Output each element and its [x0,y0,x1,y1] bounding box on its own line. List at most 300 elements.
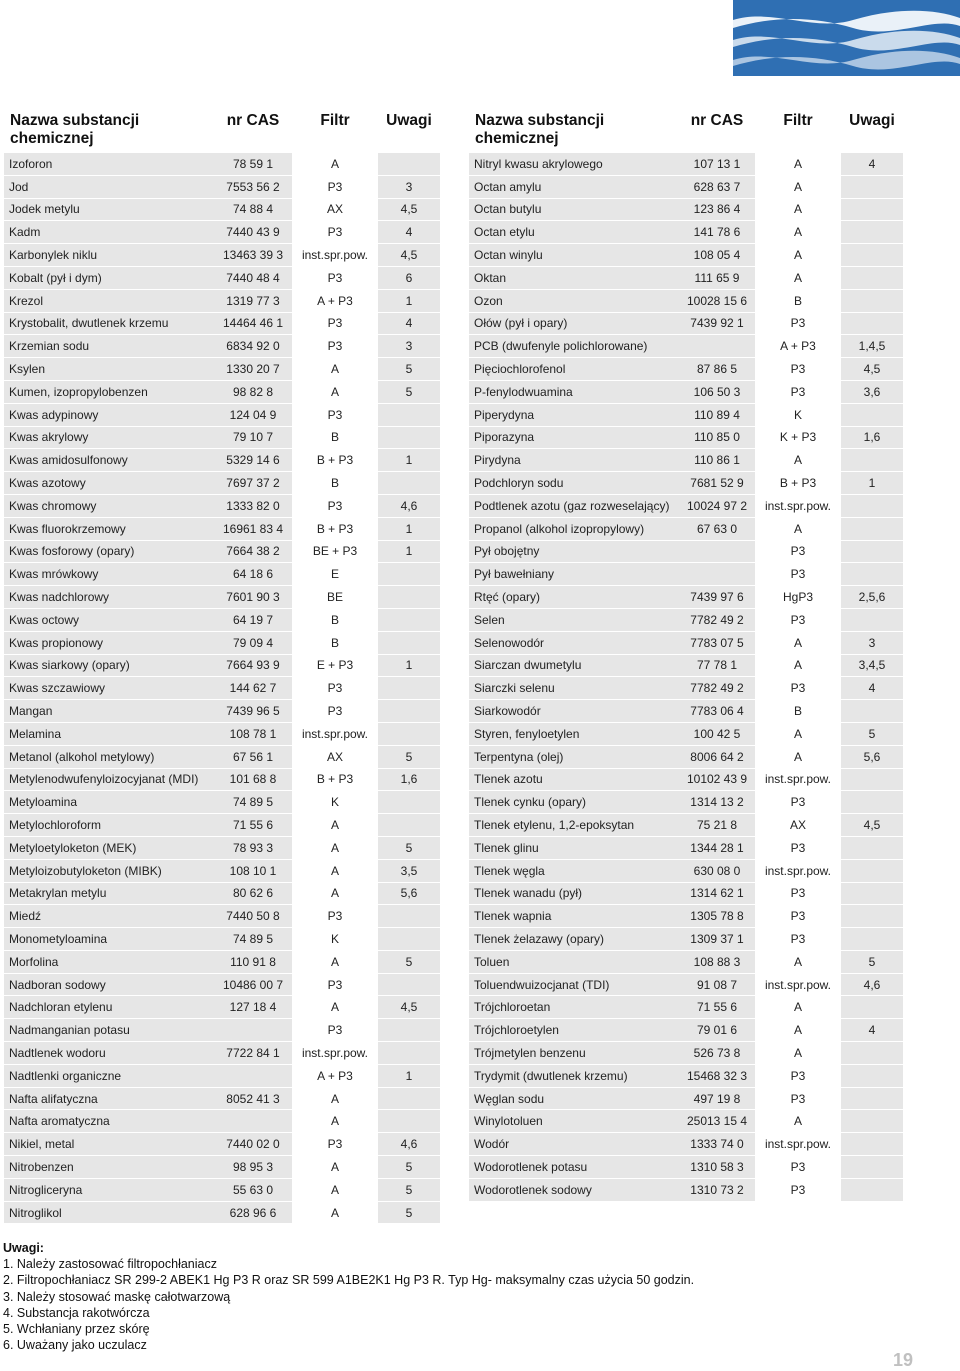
cell-filter: A [755,198,841,221]
substance-table-left [4,110,440,1224]
cell-notes: 4,6 [378,1133,440,1156]
cell-cas: 7782 49 2 [679,677,755,700]
cell-name: Węglan sodu [469,1087,679,1110]
cell-notes: 1 [378,654,440,677]
table-row [469,563,903,586]
table-header-row [469,110,903,153]
cell-name: Krzemian sodu [4,335,214,358]
cell-cas: 1333 82 0 [214,494,292,517]
cell-filter: inst.spr.pow. [755,494,841,517]
table-header-row [4,110,440,153]
cell-cas [679,540,755,563]
cell-notes [841,700,903,723]
cell-filter: A [755,996,841,1019]
cell-cas: 10102 43 9 [679,768,755,791]
cell-name: Nadchloran etylenu [4,996,214,1019]
cell-name: Pył obojętny [469,540,679,563]
table-row [469,494,903,517]
cell-name: Tlenek wanadu (pył) [469,882,679,905]
cell-notes [378,791,440,814]
table-row [4,608,440,631]
cell-cas: 7783 07 5 [679,631,755,654]
cell-cas: 98 82 8 [214,380,292,403]
cell-filter: B + P3 [292,768,378,791]
table-row [4,244,440,267]
cell-name: Metyloizobutyloketon (MIBK) [4,859,214,882]
cell-notes [378,677,440,700]
cell-notes [841,540,903,563]
cell-notes: 4 [841,153,903,176]
cell-name: Kobalt (pył i dym) [4,266,214,289]
cell-filter: A [755,1042,841,1065]
cell-notes: 4 [841,677,903,700]
cell-notes: 3 [378,335,440,358]
table-body-right [469,153,903,1202]
table-row [4,472,440,495]
cell-filter: A [755,517,841,540]
cell-notes: 1,6 [378,768,440,791]
cell-notes: 1 [378,289,440,312]
cell-cas: 79 09 4 [214,631,292,654]
cell-name: Siarczan dwumetylu [469,654,679,677]
cell-filter: A [292,836,378,859]
substance-table-right [469,110,903,1202]
cell-filter: A [292,1178,378,1201]
cell-notes [841,1156,903,1179]
cell-cas: 108 78 1 [214,722,292,745]
cell-filter: K [755,403,841,426]
cell-name: Ołów (pył i opary) [469,312,679,335]
cell-filter: BE [292,586,378,609]
cell-notes [378,403,440,426]
cell-cas: 110 85 0 [679,426,755,449]
cell-cas [214,1019,292,1042]
cell-cas: 7722 84 1 [214,1042,292,1065]
cell-cas: 7697 37 2 [214,472,292,495]
cell-name: Nitrobenzen [4,1156,214,1179]
cell-notes [841,1110,903,1133]
cell-notes: 4,5 [378,244,440,267]
cell-filter: B [755,700,841,723]
cell-name: Kwas fluorokrzemowy [4,517,214,540]
cell-filter: inst.spr.pow. [292,1042,378,1065]
table-row [469,836,903,859]
cell-filter: inst.spr.pow. [755,973,841,996]
cell-filter: inst.spr.pow. [755,859,841,882]
cell-name: Metylenodwufenyloizocyjanat (MDI) [4,768,214,791]
note-item: 4. Substancja rakotwórcza [3,1305,150,1320]
table-row [469,1064,903,1087]
cell-filter: P3 [755,928,841,951]
cell-notes [378,586,440,609]
cell-name: Kwas akrylowy [4,426,214,449]
table-row [4,882,440,905]
cell-name: Nafta aromatyczna [4,1110,214,1133]
cell-name: Mangan [4,700,214,723]
cell-name: Pył bawełniany [469,563,679,586]
cell-name: Piporazyna [469,426,679,449]
table-row [4,1178,440,1201]
cell-notes [378,1087,440,1110]
cell-cas: 13463 39 3 [214,244,292,267]
table-row [469,859,903,882]
table-row [4,836,440,859]
cell-cas: 55 63 0 [214,1178,292,1201]
page-number: 19 [893,1350,914,1370]
cell-cas: 108 05 4 [679,244,755,267]
cell-filter: A [755,1110,841,1133]
cell-notes: 5 [841,950,903,973]
cell-filter: AX [292,745,378,768]
cell-cas: 67 63 0 [679,517,755,540]
cell-notes: 1 [378,449,440,472]
cell-cas: 628 63 7 [679,175,755,198]
cell-name: Kwas adypinowy [4,403,214,426]
table-row [4,1201,440,1224]
cell-cas: 74 89 5 [214,791,292,814]
cell-filter: P3 [755,1087,841,1110]
cell-filter: AX [292,198,378,221]
cell-name: Kwas propionowy [4,631,214,654]
cell-name: Oktan [469,266,679,289]
cell-notes [841,198,903,221]
cell-filter: P3 [755,312,841,335]
cell-name: Pięciochlorofenol [469,358,679,381]
table-row [469,244,903,267]
cell-notes [841,882,903,905]
cell-name: Octan etylu [469,221,679,244]
cell-cas [679,335,755,358]
table-row [469,1042,903,1065]
table-row [469,950,903,973]
cell-cas: 7439 97 6 [679,586,755,609]
cell-name: Podtlenek azotu (gaz rozweselający) [469,494,679,517]
table-row [4,1156,440,1179]
cell-cas: 75 21 8 [679,814,755,837]
cell-cas [214,1064,292,1087]
cell-notes [378,563,440,586]
table-row [4,289,440,312]
cell-name: Nitryl kwasu akrylowego [469,153,679,176]
cell-notes: 5 [378,1201,440,1224]
cell-filter: P3 [755,882,841,905]
cell-notes [378,905,440,928]
header-notes: Uwagi [386,112,432,129]
cell-notes [378,1042,440,1065]
table-row [4,540,440,563]
cell-notes: 4,5 [841,814,903,837]
table-row [469,403,903,426]
cell-notes: 1,4,5 [841,335,903,358]
cell-name: Izoforon [4,153,214,176]
table-row [4,426,440,449]
table-row [469,791,903,814]
table-row [469,472,903,495]
cell-filter: A [755,244,841,267]
table-row [469,153,903,176]
cell-filter: inst.spr.pow. [292,244,378,267]
cell-cas: 628 96 6 [214,1201,292,1224]
cell-notes: 2,5,6 [841,586,903,609]
cell-name: Terpentyna (olej) [469,745,679,768]
cell-notes [378,1019,440,1042]
table-row [4,950,440,973]
cell-name: Nitroglikol [4,1201,214,1224]
table-row [4,494,440,517]
table-row [4,996,440,1019]
cell-name: Trójmetylen benzenu [469,1042,679,1065]
table-row [469,882,903,905]
table-row [469,654,903,677]
header-cas: nr CAS [690,112,744,129]
cell-filter: A + P3 [292,1064,378,1087]
cell-filter: P3 [292,905,378,928]
cell-name: Tlenek wapnia [469,905,679,928]
cell-name: Nikiel, metal [4,1133,214,1156]
cell-cas [214,1110,292,1133]
cell-name: Nadtlenki organiczne [4,1064,214,1087]
note-item: 3. Należy stosować maskę całotwarzową [3,1289,231,1304]
table-row [4,859,440,882]
cell-cas: 7681 52 9 [679,472,755,495]
cell-name: Siarczki selenu [469,677,679,700]
cell-name: Kumen, izopropylobenzen [4,380,214,403]
cell-notes [841,608,903,631]
cell-cas: 141 78 6 [679,221,755,244]
cell-filter: A [755,1019,841,1042]
cell-name: Tlenek żelazawy (opary) [469,928,679,951]
cell-cas: 10024 97 2 [679,494,755,517]
cell-cas: 1319 77 3 [214,289,292,312]
table-row [4,722,440,745]
cell-notes [841,175,903,198]
cell-cas: 110 86 1 [679,449,755,472]
table-row [4,517,440,540]
cell-name: Propanol (alkohol izopropylowy) [469,517,679,540]
table-row [469,175,903,198]
cell-name: Winylotoluen [469,1110,679,1133]
cell-filter: B [292,631,378,654]
cell-filter: A [755,654,841,677]
cell-filter: P3 [292,1133,378,1156]
cell-filter: A [292,814,378,837]
cell-cas: 10028 15 6 [679,289,755,312]
cell-notes [378,472,440,495]
table-row [469,700,903,723]
cell-name: Metakrylan metylu [4,882,214,905]
cell-notes: 4 [378,312,440,335]
table-row [4,221,440,244]
header-name: Nazwa substancji chemicznej [475,112,605,147]
cell-cas: 110 89 4 [679,403,755,426]
cell-notes [841,1133,903,1156]
table-row [469,380,903,403]
header-notes: Uwagi [849,112,895,129]
header-filter: Filtr [783,112,813,129]
cell-cas: 630 08 0 [679,859,755,882]
cell-filter: B + P3 [292,449,378,472]
table-row [469,586,903,609]
cell-cas: 74 89 5 [214,928,292,951]
cell-name: Nadtlenek wodoru [4,1042,214,1065]
cell-cas: 1344 28 1 [679,836,755,859]
cell-name: Siarkowodór [469,700,679,723]
table-row [4,631,440,654]
cell-notes: 4,5 [378,198,440,221]
cell-cas: 1330 20 7 [214,358,292,381]
cell-notes: 5 [378,358,440,381]
cell-filter: A [755,175,841,198]
table-row [4,1087,440,1110]
cell-notes: 4,5 [841,358,903,381]
cell-cas: 1314 13 2 [679,791,755,814]
cell-filter: P3 [292,1019,378,1042]
cell-notes: 4,6 [378,494,440,517]
cell-cas: 71 55 6 [679,996,755,1019]
cell-filter: P3 [755,677,841,700]
cell-notes [841,221,903,244]
header-filter: Filtr [320,112,350,129]
cell-cas: 14464 46 1 [214,312,292,335]
cell-filter: P3 [292,221,378,244]
cell-notes [841,1087,903,1110]
table-row [4,266,440,289]
cell-filter: HgP3 [755,586,841,609]
cell-cas: 64 19 7 [214,608,292,631]
cell-filter: P3 [292,175,378,198]
table-row [469,928,903,951]
cell-name: Octan butylu [469,198,679,221]
cell-filter: AX [755,814,841,837]
cell-notes [841,1178,903,1201]
note-item: 1. Należy zastosować filtropochłaniacz [3,1257,217,1272]
cell-name: Tlenek cynku (opary) [469,791,679,814]
table-row [469,722,903,745]
table-row [4,586,440,609]
cell-cas: 71 55 6 [214,814,292,837]
cell-filter: B [292,472,378,495]
cell-notes: 1 [841,472,903,495]
cell-filter: P3 [755,905,841,928]
cell-filter: K [292,791,378,814]
cell-cas: 8052 41 3 [214,1087,292,1110]
cell-name: Nadboran sodowy [4,973,214,996]
table-row [469,768,903,791]
cell-filter: P3 [292,677,378,700]
cell-filter: A [292,996,378,1019]
cell-cas: 110 91 8 [214,950,292,973]
cell-name: Wodorotlenek potasu [469,1156,679,1179]
table-row [469,289,903,312]
cell-cas: 1310 73 2 [679,1178,755,1201]
cell-cas: 124 04 9 [214,403,292,426]
table-row [4,700,440,723]
table-row [4,198,440,221]
table-row [469,335,903,358]
cell-filter: P3 [292,266,378,289]
header-cas: nr CAS [226,112,280,129]
cell-filter: A [755,153,841,176]
table-row [4,403,440,426]
cell-name: Octan amylu [469,175,679,198]
cell-cas: 7664 38 2 [214,540,292,563]
cell-cas: 6834 92 0 [214,335,292,358]
cell-name: Wodór [469,1133,679,1156]
cell-notes: 5 [378,745,440,768]
cell-filter: A [292,380,378,403]
cell-cas: 123 86 4 [679,198,755,221]
table-row [469,608,903,631]
cell-cas: 1310 58 3 [679,1156,755,1179]
cell-cas: 25013 15 4 [679,1110,755,1133]
cell-filter: B + P3 [755,472,841,495]
cell-filter: A [755,449,841,472]
cell-name: Morfolina [4,950,214,973]
cell-name: Kwas octowy [4,608,214,631]
cell-notes [378,608,440,631]
cell-filter: E [292,563,378,586]
cell-filter: P3 [755,836,841,859]
cell-notes [841,996,903,1019]
cell-cas: 1314 62 1 [679,882,755,905]
notes-title: Uwagi: [3,1241,44,1255]
cell-name: Karbonylek niklu [4,244,214,267]
cell-filter: inst.spr.pow. [292,722,378,745]
cell-filter: A [755,950,841,973]
cell-notes [378,700,440,723]
cell-filter: A [292,859,378,882]
cell-notes [841,449,903,472]
cell-cas: 101 68 8 [214,768,292,791]
cell-filter: P3 [755,1156,841,1179]
cell-cas: 497 19 8 [679,1087,755,1110]
table-row [469,449,903,472]
cell-cas: 16961 83 4 [214,517,292,540]
table-row [469,1110,903,1133]
cell-filter: K [292,928,378,951]
table-row [4,563,440,586]
cell-name: Styren, fenyloetylen [469,722,679,745]
cell-notes: 5 [378,950,440,973]
cell-name: P-fenylodwuamina [469,380,679,403]
cell-notes: 5 [378,1178,440,1201]
cell-name: Piperydyna [469,403,679,426]
cell-name: Wodorotlenek sodowy [469,1178,679,1201]
cell-name: Tlenek glinu [469,836,679,859]
table-row [4,1019,440,1042]
table-row [469,677,903,700]
cell-name: Podchloryn sodu [469,472,679,495]
cell-notes [841,1064,903,1087]
cell-cas: 7553 56 2 [214,175,292,198]
table-row [4,449,440,472]
cell-filter: P3 [755,563,841,586]
cell-notes: 5 [378,1156,440,1179]
cell-cas: 98 95 3 [214,1156,292,1179]
cell-name: Ksylen [4,358,214,381]
cell-notes: 1 [378,517,440,540]
cell-filter: E + P3 [292,654,378,677]
cell-cas: 7440 50 8 [214,905,292,928]
table-row [469,1019,903,1042]
cell-cas: 91 08 7 [679,973,755,996]
note-item: 2. Filtropochłaniacz SR 299-2 ABEK1 Hg P3 R oraz SR 599 A1BE2K1 Hg P3 R. Typ Hg- maksymalny czas użycia 50 godzin. [3,1273,695,1288]
cell-notes [378,153,440,176]
header-name: Nazwa substancji chemicznej [10,112,140,147]
table-row [4,768,440,791]
table-row [4,312,440,335]
table-row [4,814,440,837]
